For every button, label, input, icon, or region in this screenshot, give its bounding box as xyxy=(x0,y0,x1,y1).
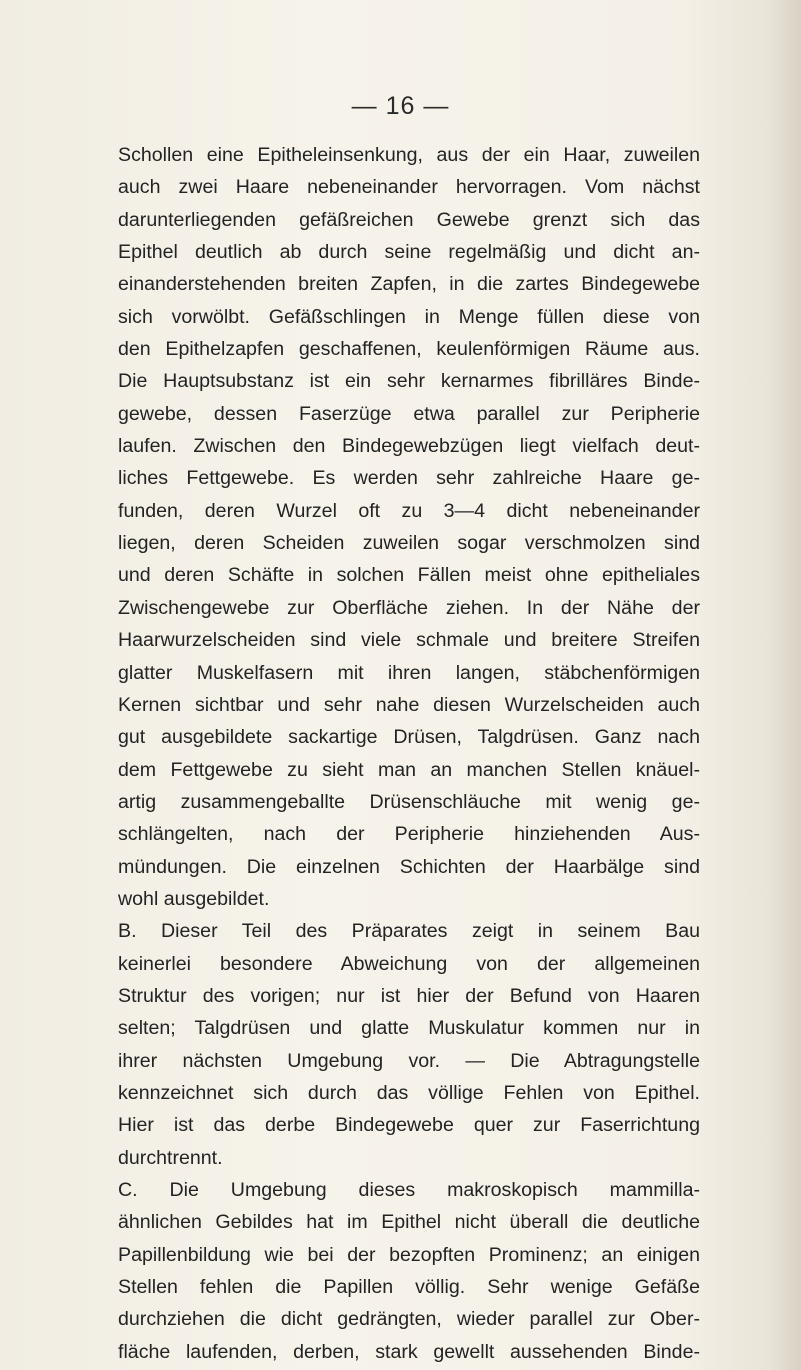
text-line: ihrer nächsten Umgebung vor. — Die Abtragungstelle xyxy=(118,1049,700,1072)
text-line: glatter Muskelfasern mit ihren langen, stäbchenförmigen xyxy=(118,661,700,684)
text-line: durchtrennt. xyxy=(118,1146,223,1169)
text-line: C. Die Umgebung dieses makroskopisch mammilla- xyxy=(118,1179,700,1201)
text-line: Papillenbildung wie bei der bezopften Prominenz; an einigen xyxy=(118,1243,700,1266)
text-line: Epithel deutlich ab durch seine regelmäßig und dicht an- xyxy=(118,241,700,264)
text-line: durchziehen die dicht gedrängten, wieder parallel zur Ober- xyxy=(118,1308,700,1331)
text-line: Zwischengewebe zur Oberfläche ziehen. In der Nähe der xyxy=(118,596,700,619)
text-line: gut ausgebildete sackartige Drüsen, Talgdrüsen. Ganz nach xyxy=(118,726,700,749)
text-line: Hier ist das derbe Bindegewebe quer zur Faserrichtung xyxy=(118,1114,700,1137)
text-line: schlängelten, nach der Peripherie hinziehenden Aus- xyxy=(118,823,700,846)
text-line: Haarwurzelscheiden sind viele schmale und breitere Streifen xyxy=(118,629,700,652)
text-line: mündungen. Die einzelnen Schichten der Haarbälge sind xyxy=(118,855,700,878)
text-line: darunterliegenden gefäßreichen Gewebe grenzt sich das xyxy=(118,208,700,231)
text-line: sich vorwölbt. Gefäßschlingen in Menge füllen diese von xyxy=(118,305,700,328)
text-line: den Epithelzapfen geschaffenen, keulenförmigen Räume aus. xyxy=(118,338,700,361)
text-line: Schollen eine Epitheleinsenkung, aus der ein Haar, zuweilen xyxy=(118,144,700,166)
text-line: dem Fettgewebe zu sieht man an manchen Stellen knäuel- xyxy=(118,758,700,781)
body-text xyxy=(118,139,700,1368)
text-line: laufen. Zwischen den Bindegewebzügen liegt vielfach deut- xyxy=(118,435,700,458)
text-line: fläche laufenden, derben, stark gewellt aussehenden Binde- xyxy=(118,1340,700,1363)
text-line: liches Fettgewebe. Es werden sehr zahlreiche Haare ge- xyxy=(118,467,700,490)
text-line: B. Dieser Teil des Präparates zeigt in seinem Bau xyxy=(118,920,700,943)
text-line: funden, deren Wurzel oft zu 3—4 dicht nebeneinander xyxy=(118,499,700,522)
page-number: — 16 — xyxy=(351,92,450,120)
text-line: keinerlei besondere Abweichung von der allgemeinen xyxy=(118,952,700,975)
text-line: Stellen fehlen die Papillen völlig. Sehr wenige Gefäße xyxy=(118,1276,700,1299)
text-line: liegen, deren Scheiden zuweilen sogar verschmolzen sind xyxy=(118,532,700,555)
text-line: Die Hauptsubstanz ist ein sehr kernarmes fibrilläres Binde- xyxy=(118,370,700,393)
text-line: kennzeichnet sich durch das völlige Fehlen von Epithel. xyxy=(118,1081,700,1104)
text-line: selten; Talgdrüsen und glatte Muskulatur kommen nur in xyxy=(118,1017,700,1040)
text-line: artig zusammengeballte Drüsenschläuche mit wenig ge- xyxy=(118,790,700,813)
text-line: Kernen sichtbar und sehr nahe diesen Wurzelscheiden auch xyxy=(118,693,700,716)
text-line: Struktur des vorigen; nur ist hier der Befund von Haaren xyxy=(118,984,700,1007)
text-line: wohl ausgebildet. xyxy=(118,887,270,910)
text-line: und deren Schäfte in solchen Fällen meist ohne epitheliales xyxy=(118,564,700,587)
text-line: ähnlichen Gebildes hat im Epithel nicht überall die deutliche xyxy=(118,1211,700,1234)
text-line: einanderstehenden breiten Zapfen, in die zartes Bindegewebe xyxy=(118,273,700,296)
text-line: auch zwei Haare nebeneinander hervorragen. Vom nächst xyxy=(118,176,700,199)
text-line: gewebe, dessen Faserzüge etwa parallel zur Peripherie xyxy=(118,402,700,425)
